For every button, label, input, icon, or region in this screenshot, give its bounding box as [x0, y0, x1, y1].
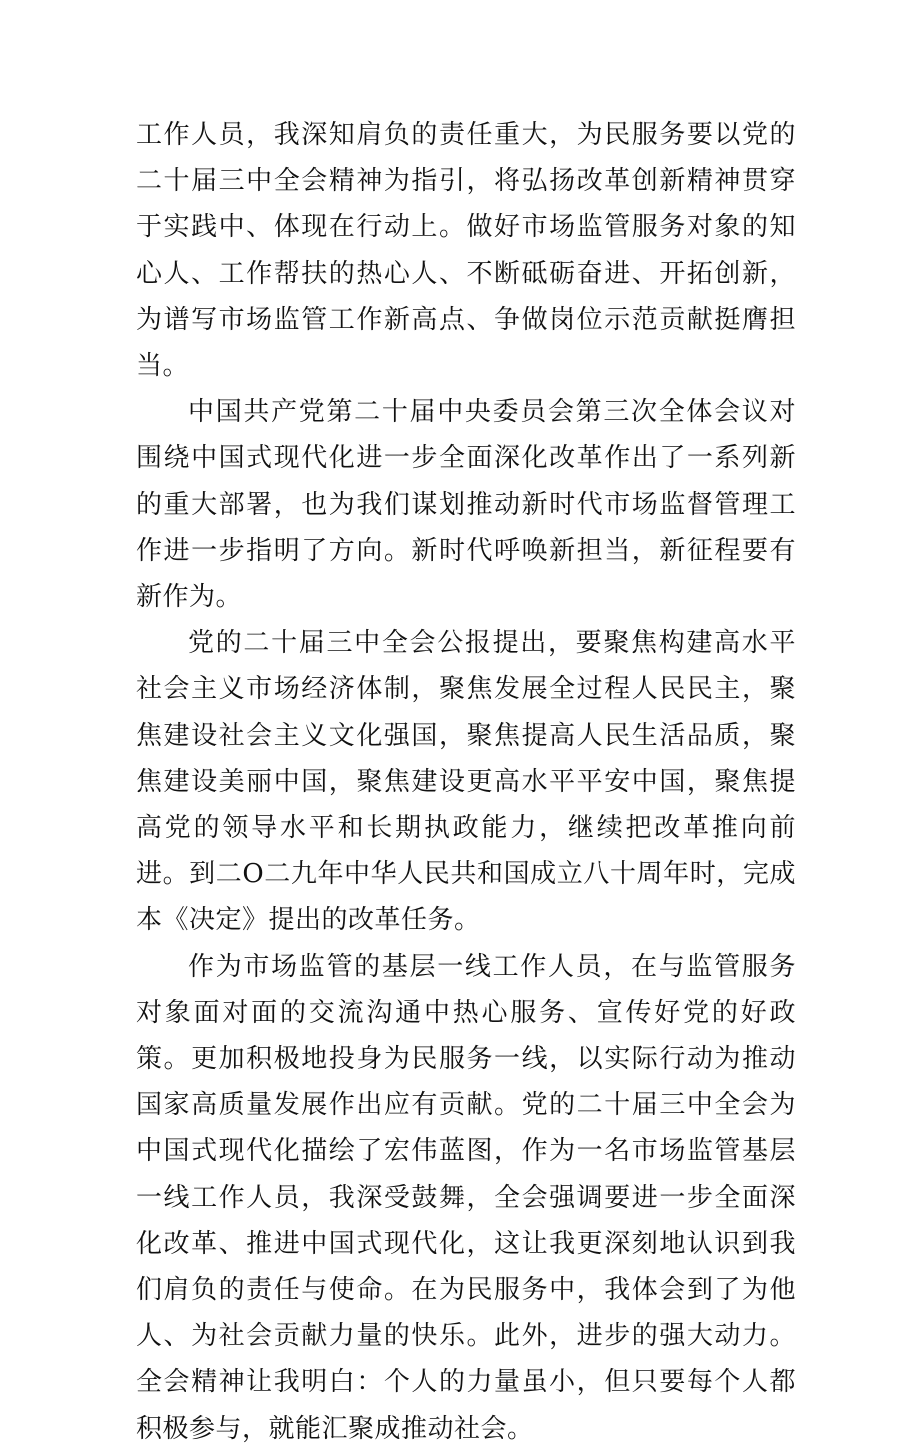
paragraph: 党的二十届三中全会公报提出，要聚焦构建高水平社会主义市场经济体制，聚焦发展全过程人民民主，聚焦建设社会主义文化强国，聚焦提高人民生活品质，聚焦建设美丽中国，聚焦建设更高水平平安中国，聚焦提高党的领导水平和长期执政能力，继续把改革推向前进。到二O二九年中华人民共和国成立八十周年时，完成本《决定》提出的改革任务。 — [136, 628, 796, 936]
paragraph-continuation: 工作人员，我深知肩负的责任重大，为民服务要以党的二十届三中全会精神为指引，将弘扬改革创新精神贯穿于实践中、体现在行动上。做好市场监管服务对象的知心人、工作帮扶的热心人、不断砥砺奋进、开拓创新，为谱写市场监管工作新高点、争做岗位示范贡献挺膺担当。 — [136, 120, 796, 382]
document-body — [136, 112, 796, 1452]
paragraph: 中国共产党第二十届中央委员会第三次全体会议对围绕中国式现代化进一步全面深化改革作出了一系列新的重大部署，也为我们谋划推动新时代市场监督管理工作进一步指明了方向。新时代呼唤新担当，新征程要有新作为。 — [136, 397, 796, 613]
paragraph: 作为市场监管的基层一线工作人员，在与监管服务对象面对面的交流沟通中热心服务、宣传好党的好政策。更加积极地投身为民服务一线，以实际行动为推动国家高质量发展作出应有贡献。党的二十届三中全会为中国式现代化描绘了宏伟蓝图，作为一名市场监管基层一线工作人员，我深受鼓舞，全会强调要进一步全面深化改革、推进中国式现代化，这让我更深刻地认识到我们肩负的责任与使命。在为民服务中，我体会到了为他人、为社会贡献力量的快乐。此外，进步的强大动力。全会精神让我明白：个人的力量虽小，但只要每个人都积极参与，就能汇聚成推动社会。 — [136, 951, 796, 1444]
